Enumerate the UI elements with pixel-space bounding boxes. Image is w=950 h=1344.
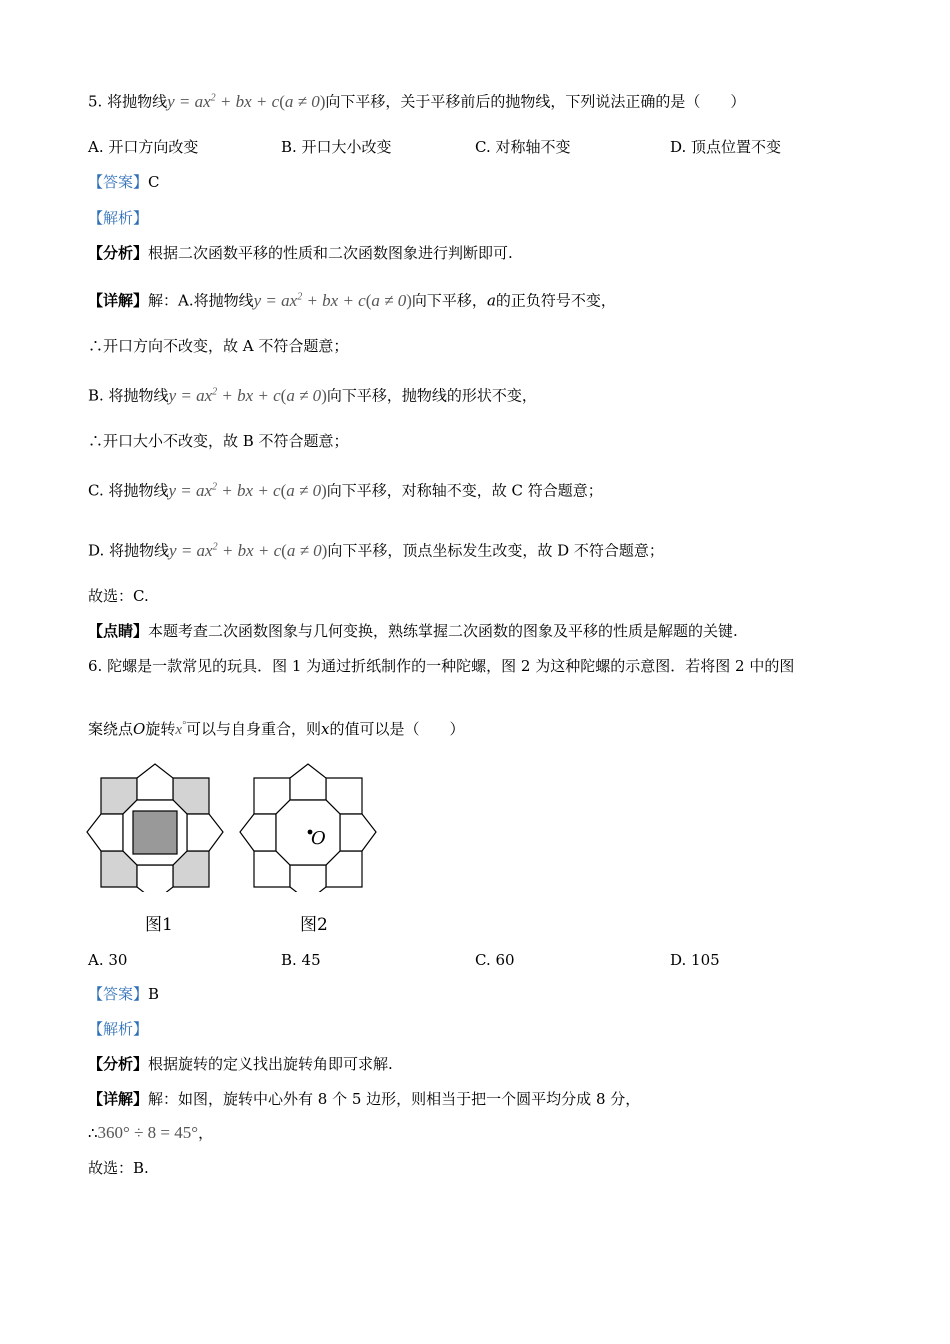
q5-option-d: D. 顶点位置不变 bbox=[670, 138, 782, 156]
fig1-caption: 图1 bbox=[145, 915, 173, 935]
q5-line-d: D. 将抛物线$y = ax^2$ + bx + c(a ≠ 0)向下平移，顶点坐标发生改变，故 D 不符合题意； bbox=[88, 540, 664, 560]
q5-formula: $y = ax^2$ + bx + c(a ≠ 0) bbox=[167, 91, 326, 111]
q5-choose: 故选：C. bbox=[88, 587, 149, 605]
q6-analysis-heading: 【解析】 bbox=[88, 1020, 149, 1038]
q6-calc: ∴360° ÷ 8 = 45°， bbox=[88, 1123, 214, 1142]
fig2-center-label: O bbox=[311, 828, 326, 849]
q6-option-a: A. 30 bbox=[88, 951, 128, 969]
q5-option-c: C. 对称轴不变 bbox=[475, 138, 571, 156]
q5-line-b: B. 将抛物线$y = ax^2$ + bx + c(a ≠ 0)向下平移，抛物线的形状不变， bbox=[88, 385, 537, 405]
q5-analysis-heading: 【解析】 bbox=[88, 209, 149, 227]
q5-option-b: B. 开口大小改变 bbox=[281, 138, 392, 156]
q6-option-d: D. 105 bbox=[670, 951, 720, 969]
fig2-pentagon bbox=[240, 814, 276, 851]
figure-2 bbox=[238, 760, 380, 892]
q6-option-b: B. 45 bbox=[281, 951, 321, 969]
q6-stem-line1: 6. 陀螺是一款常见的玩具．图 1 为通过折纸制作的一种陀螺，图 2 为这种陀螺的示意图．若将图 2 中的图 bbox=[88, 657, 795, 675]
q5-option-a: A. 开口方向改变 bbox=[88, 138, 199, 156]
q5-dianjing: 【点睛】本题考查二次函数图象与几何变换，熟练掌握二次函数的图象及平移的性质是解题的关键. bbox=[88, 622, 738, 640]
figure-1 bbox=[86, 760, 226, 892]
q5-line-a2: ∴开口方向不改变，故 A 不符合题意； bbox=[88, 337, 349, 355]
q6-choose: 故选：B. bbox=[88, 1159, 149, 1177]
q5-stem: 5. 将抛物线$y = ax^2$ + bx + c(a ≠ 0)向下平移，关于平移前后的抛物线，下列说法正确的是（ ） bbox=[88, 91, 746, 111]
fig1-pentagon-left bbox=[87, 814, 123, 851]
q6-option-c: C. 60 bbox=[475, 951, 515, 969]
q5-xiangjie-a: 【详解】解：A.将抛物线$y = ax^2$ + bx + c(a ≠ 0)向下平移，a的正负符号不变， bbox=[88, 290, 616, 310]
q5-line-c: C. 将抛物线$y = ax^2$ + bx + c(a ≠ 0)向下平移，对称轴不变，故 C 符合题意； bbox=[88, 480, 603, 500]
fig2-pentagon bbox=[290, 865, 326, 892]
q5-fenxi: 【分析】根据二次函数平移的性质和二次函数图象进行判断即可. bbox=[88, 244, 513, 262]
fig1-center-square bbox=[133, 811, 177, 854]
fig1-pentagon-right bbox=[187, 814, 223, 851]
fig2-pentagon bbox=[290, 764, 326, 800]
q6-fenxi: 【分析】根据旋转的定义找出旋转角即可求解. bbox=[88, 1055, 393, 1073]
q6-answer: 【答案】B bbox=[88, 985, 160, 1003]
fig1-pentagon-top bbox=[137, 764, 173, 800]
q6-stem-line2: 案绕点O旋转x°可以与自身重合，则x的值可以是（ ） bbox=[88, 720, 465, 738]
q5-line-b2: ∴开口大小不改变，故 B 不符合题意； bbox=[88, 432, 349, 450]
fig2-caption: 图2 bbox=[300, 915, 328, 935]
fig1-pentagon-bottom bbox=[137, 865, 173, 892]
q5-answer: 【答案】C bbox=[88, 173, 160, 191]
q6-xiangjie: 【详解】解：如图，旋转中心外有 8 个 5 边形，则相当于把一个圆平均分成 8 分， bbox=[88, 1090, 641, 1108]
fig2-pentagon bbox=[340, 814, 376, 851]
